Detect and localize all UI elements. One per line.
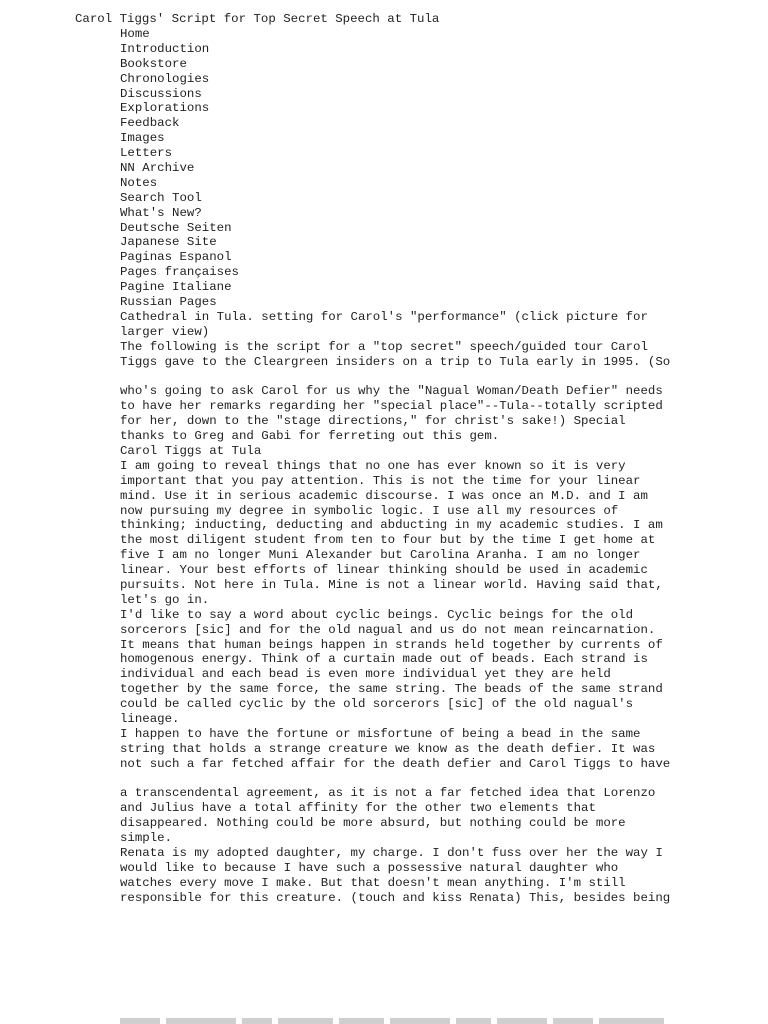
nav-link-images[interactable]: Images xyxy=(120,131,165,146)
text-line: watches every move I make. But that doesn't mean anything. I'm still xyxy=(120,875,626,890)
nav-link-discussions[interactable]: Discussions xyxy=(120,86,202,101)
text-line: now pursuing my degree in symbolic logic. I use all my resources of xyxy=(120,503,619,518)
page-break-gap xyxy=(120,369,680,384)
document-body xyxy=(120,27,680,906)
nav-link-russian-pages[interactable]: Russian Pages xyxy=(120,295,217,310)
cut-off-text-line xyxy=(120,1012,700,1024)
text-line: and Julius have a total affinity for the other two elements that xyxy=(120,801,596,816)
text-line: I am going to reveal things that no one has ever known so it is very xyxy=(120,458,626,473)
speech-heading: Carol Tiggs at Tula xyxy=(120,443,262,458)
nav-link-letters[interactable]: Letters xyxy=(120,146,173,161)
image-caption-line: Cathedral in Tula. setting for Carol's "performance" (click picture for xyxy=(120,309,648,324)
page-break-gap xyxy=(120,772,680,787)
text-line: pursuits. Not here in Tula. Mine is not a linear world. Having said that, xyxy=(120,577,663,592)
text-line: to have her remarks regarding her "special place"--Tula--totally scripted xyxy=(120,399,663,414)
nav-link-nn-archive[interactable]: NN Archive xyxy=(120,161,195,176)
text-line: for her, down to the "stage directions," for christ's sake!) Special xyxy=(120,414,626,429)
text-line: Tiggs gave to the Cleargreen insiders on a trip to Tula early in 1995. (So xyxy=(120,354,671,369)
text-line: let's go in. xyxy=(120,592,210,607)
text-line: thanks to Greg and Gabi for ferreting out this gem. xyxy=(120,429,500,444)
text-line: disappeared. Nothing could be more absurd, but nothing could be more xyxy=(120,816,626,831)
text-line: the most diligent student from ten to four but by the time I get home at xyxy=(120,533,656,548)
text-line: not such a far fetched affair for the death defier and Carol Tiggs to have xyxy=(120,756,671,771)
text-line: a transcendental agreement, as it is not a far fetched idea that Lorenzo xyxy=(120,786,656,801)
text-line: simple. xyxy=(120,831,173,846)
text-line: responsible for this creature. (touch and kiss Renata) This, besides being xyxy=(120,890,671,905)
page-title: Carol Tiggs' Script for Top Secret Speech at Tula xyxy=(75,12,440,26)
text-line: thinking; inducting, deducting and abducting in my academic studies. I am xyxy=(120,518,663,533)
text-line: I happen to have the fortune or misfortune of being a bead in the same xyxy=(120,726,641,741)
nav-link-notes[interactable]: Notes xyxy=(120,175,158,190)
text-line: individual and each bead is even more individual yet they are held xyxy=(120,667,611,682)
text-line: Renata is my adopted daughter, my charge. I don't fuss over her the way I xyxy=(120,845,663,860)
text-line: linear. Your best efforts of linear thinking should be used in academic xyxy=(120,563,648,578)
text-line: The following is the script for a "top secret" speech/guided tour Carol xyxy=(120,339,648,354)
nav-link-paginas-espanol[interactable]: Paginas Espanol xyxy=(120,250,232,265)
speech-paragraph-3 xyxy=(120,727,680,846)
nav-link-chronologies[interactable]: Chronologies xyxy=(120,71,210,86)
speech-paragraph-2 xyxy=(120,608,680,727)
text-line: string that holds a strange creature we know as the death defier. It was xyxy=(120,741,656,756)
nav-link-home[interactable]: Home xyxy=(120,27,150,41)
text-line: sorcerors [sic] and for the old nagual and us do not mean reincarnation. xyxy=(120,622,656,637)
nav-link-pages-francaises[interactable]: Pages françaises xyxy=(120,265,239,280)
nav-link-explorations[interactable]: Explorations xyxy=(120,101,210,116)
intro-paragraph xyxy=(120,340,680,444)
speech-paragraph-4 xyxy=(120,846,680,906)
text-line: important that you pay attention. This is not the time for your linear xyxy=(120,473,641,488)
text-line: who's going to ask Carol for us why the "Nagual Woman/Death Defier" needs xyxy=(120,384,663,399)
text-line: I'd like to say a word about cyclic beings. Cyclic beings for the old xyxy=(120,607,634,622)
nav-link-search-tool[interactable]: Search Tool xyxy=(120,190,202,205)
text-line: together by the same force, the same string. The beads of the same strand xyxy=(120,682,663,697)
text-line: five I am no longer Muni Alexander but Carolina Aranha. I am no longer xyxy=(120,548,641,563)
image-caption-link[interactable] xyxy=(120,310,680,340)
navigation-list xyxy=(120,27,680,310)
nav-link-bookstore[interactable]: Bookstore xyxy=(120,56,187,71)
text-line: lineage. xyxy=(120,711,180,726)
text-line: It means that human beings happen in strands held together by currents of xyxy=(120,637,663,652)
speech-paragraph-1 xyxy=(120,459,680,608)
text-line: mind. Use it in serious academic discourse. I was once an M.D. and I am xyxy=(120,488,648,503)
nav-link-introduction[interactable]: Introduction xyxy=(120,41,210,56)
text-line: would like to because I have such a possessive natural daughter who xyxy=(120,860,619,875)
text-line: could be called cyclic by the old sorcerors [sic] of the old nagual's xyxy=(120,697,634,712)
text-line: homogenous energy. Think of a curtain made out of beads. Each strand is xyxy=(120,652,648,667)
image-caption-line: larger view) xyxy=(120,324,210,339)
nav-link-japanese-site[interactable]: Japanese Site xyxy=(120,235,217,250)
nav-link-whats-new[interactable]: What's New? xyxy=(120,205,202,220)
nav-link-feedback[interactable]: Feedback xyxy=(120,116,180,131)
nav-link-pagine-italiane[interactable]: Pagine Italiane xyxy=(120,280,232,295)
nav-link-deutsche-seiten[interactable]: Deutsche Seiten xyxy=(120,220,232,235)
